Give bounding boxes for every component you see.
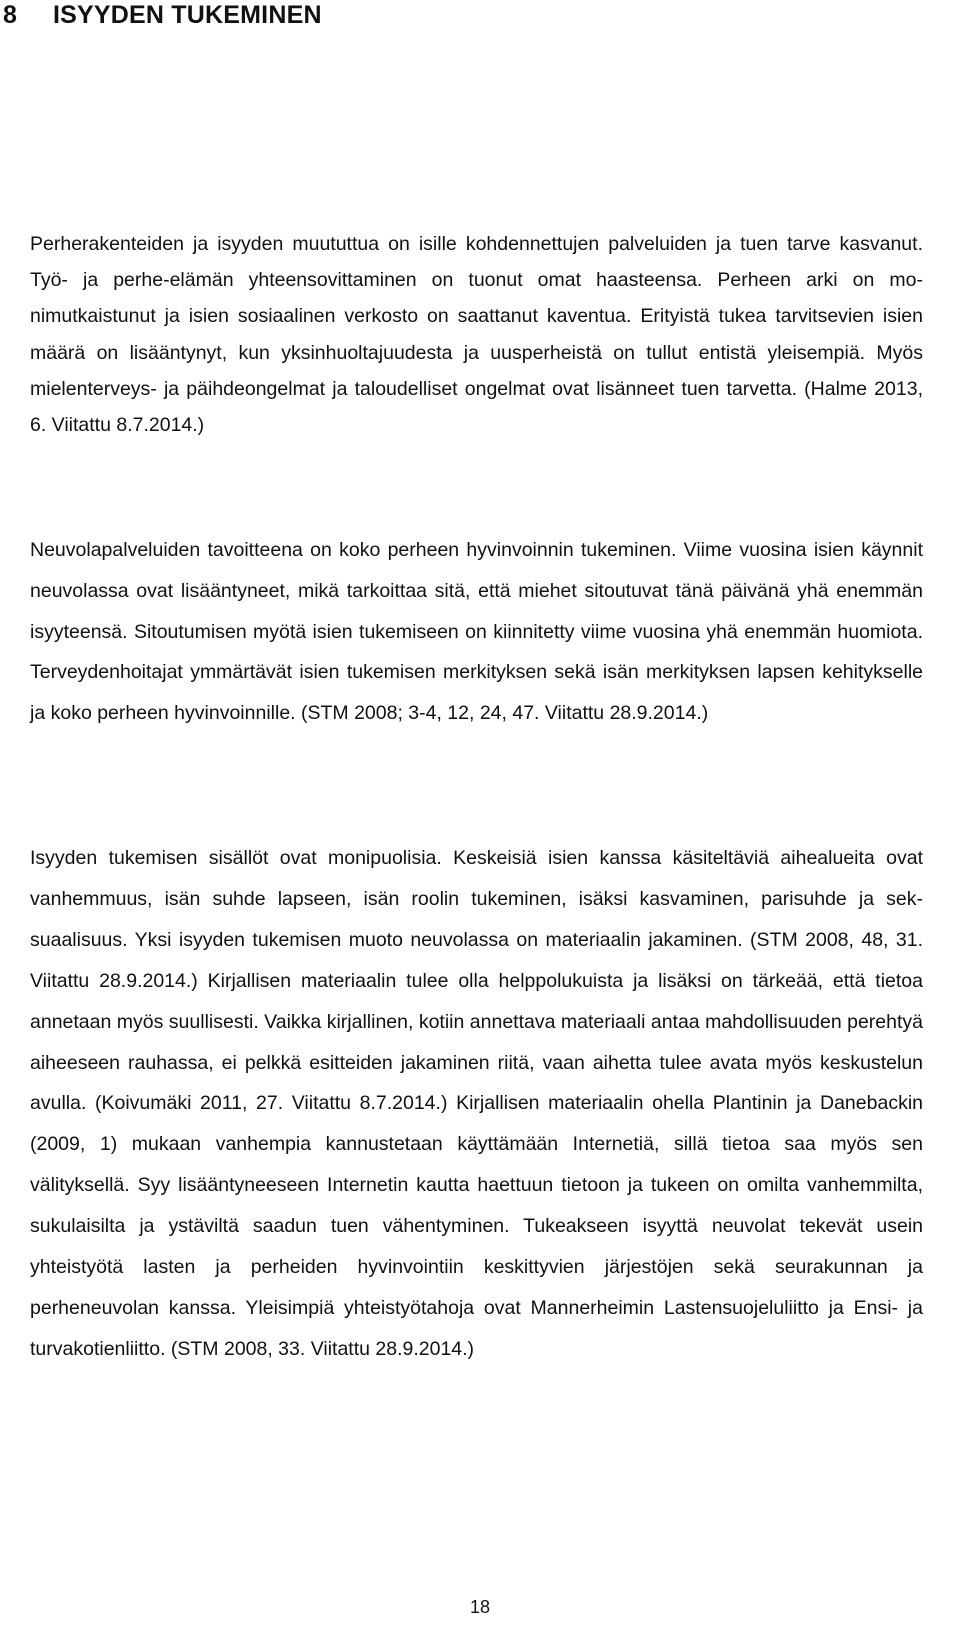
chapter-title: ISYYDEN TUKEMINEN <box>53 1 322 29</box>
page-number: 18 <box>469 1597 491 1617</box>
chapter-heading <box>3 0 322 30</box>
body-paragraph-3 <box>30 838 923 1370</box>
body-paragraph-2 <box>30 530 923 734</box>
paragraph-text: Isyyden tukemisen sisällöt ovat monipuolisia. Keskeisiä isien kanssa käsiteltäviä aihealueita ovat vanhemmuus, isän suhde lapseen, isän roolin tukeminen, isäksi kasvaminen, parisuhde ja seksuaalisuus. Yksi isyyden tukemisen muoto neuvolassa on materiaalin jakaminen. (STM 2008, 48, 31. Viitattu 28.9.2014.) Kirjallisen materiaalin tulee olla helppolukuista ja lisäksi on tärkeää, että tietoa annetaan myös suullisesti. Vaikka kirjallinen, kotiin annettava materiaali antaa mahdollisuuden perehtyä aiheeseen rauhassa, ei pelkkä esitteiden jakaminen riitä, vaan aihetta tulee avata myös keskustelun avulla. (Koivumäki 2011, 27. Viitattu 8.7.2014.) Kirjallisen materiaalin ohella Plantinin ja Danebackin (2009, 1) mukaan vanhempia kannustetaan käyttämään Internetiä, sillä tietoa saa myös sen välityksellä. Syy lisääntyneeseen Internetin kautta haettuun tietoon ja tukeen on omilta vanhemmilta, sukulaisilta ja ystäviltä saadun tuen vähentyminen. Tukeakseen isyyttä neuvolat tekevät usein yhteistyötä lasten ja perheiden hyvinvointiin keskittyvien järjestöjen sekä seurakunnan ja perheneuvolan kanssa. Yleisimpiä yhteistyötahoja ovat Mannerheimin Lastensuojeluliitto ja Ensi- ja turvakotienliitto. (STM 2008, 33. Viitattu 28.9.2014.) <box>30 847 923 1360</box>
paragraph-text: Perherakenteiden ja isyyden muututtua on isille kohdennettujen palveluiden ja tuen tarve kasvanut. Työ- ja perhe-elämän yhteensovittaminen on tuonut omat haasteensa. Perheen arki on monimutkaistunut ja isien sosiaalinen verkosto on saattanut kaventua. Erityistä tukea tarvitsevien isien määrä on lisääntynyt, kun yksinhuoltajuudesta ja uusperheistä on tullut entistä yleisempiä. Myös mielenterveys- ja päihdeongelmat ja taloudelliset ongelmat ovat lisänneet tuen tarvetta. (Halme 2013, 6. Viitattu 8.7.2014.) <box>30 233 923 437</box>
body-paragraph-1 <box>30 226 923 443</box>
paragraph-text: Neuvolapalveluiden tavoitteena on koko perheen hyvinvoinnin tukeminen. Viime vuosina isien käynnit neuvolassa ovat lisääntyneet, mikä tarkoittaa sitä, että miehet sitoutuvat tänä päivänä yhä enemmän isyyteensä. Sitoutumisen myötä isien tukemiseen on kiinnitetty viime vuosina yhä enemmän huomiota. Terveydenhoitajat ymmärtävät isien tukemisen merkityksen sekä isän merkityksen lapsen kehitykselle ja koko perheen hyvinvoinnille. (STM 2008; 3-4, 12, 24, 47. Viitattu 28.9.2014.) <box>30 539 923 725</box>
chapter-number: 8 <box>3 1 18 29</box>
